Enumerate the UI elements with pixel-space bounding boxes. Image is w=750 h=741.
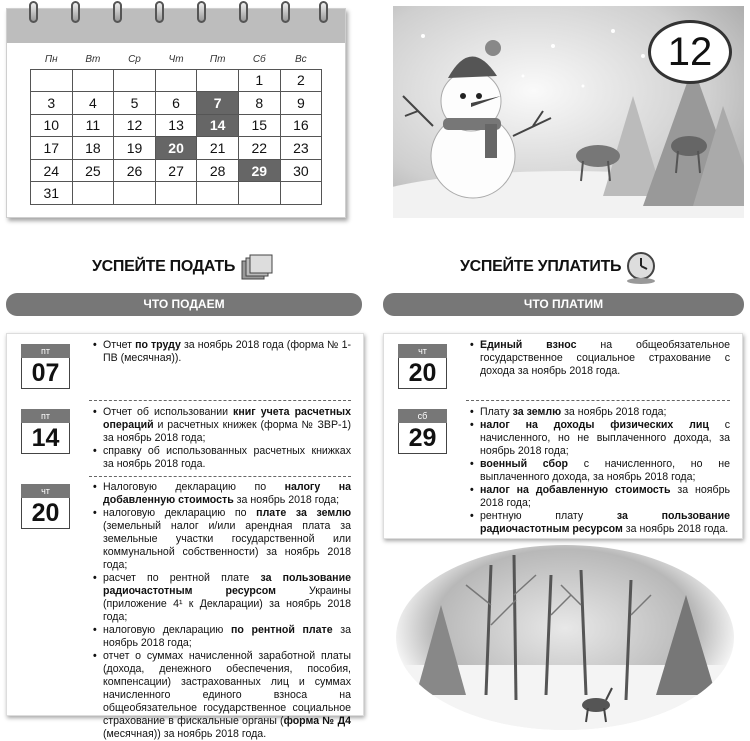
calendar-day: 3 [31, 92, 73, 115]
bullet-item: • Единый взнос на общеобязательное государственное социальное страхование с дохода за ноябрь 2018 года. [466, 339, 730, 378]
pay-panel [383, 333, 743, 539]
weekday-header: Чт [168, 54, 184, 66]
calendar-day: 21 [197, 137, 239, 160]
winter-snowman-picture [393, 6, 744, 218]
calendar-day: 19 [114, 137, 156, 160]
day-number: 14 [21, 423, 70, 454]
date-badge [398, 344, 447, 389]
bullet-item: • справку об использованных расчетных книжках за ноябрь 2018 года. [89, 445, 351, 471]
calendar-grid [30, 51, 322, 205]
calendar-day: 20 [155, 137, 197, 160]
bullet-item: • Отчет по труду за ноябрь 2018 года (форма № 1-ПВ (месячная)). [89, 339, 351, 365]
calendar-week [31, 69, 322, 92]
calendar-empty-cell [238, 182, 280, 205]
calendar-day: 13 [155, 114, 197, 137]
calendar-day: 10 [31, 114, 73, 137]
ring-icon [71, 1, 80, 23]
bullet-item: • отчет о суммах начисленной заработной платы (дохода, денежного обеспечения, пособия, компенсации) застрахованных лиц и суммах начисленного единого взноса на общеобязательное государственное социальное страхование в фискальные органы (форма № Д4 (месячная)) за ноябрь 2018 года. [89, 650, 351, 741]
calendar-week [31, 159, 322, 182]
date-badge [21, 344, 70, 389]
bullet-item: • налоговую декларацию по плате за землю (земельный налог и/или арендная плата за земельные участки государственной или коммунальной собственности) за ноябрь 2018 года; [89, 507, 351, 572]
calendar-empty-cell [155, 69, 197, 92]
ring-icon [155, 1, 164, 23]
ring-icon [197, 1, 206, 23]
day-number: 07 [21, 358, 70, 389]
calendar-day: 18 [72, 137, 114, 160]
forest-illustration [396, 545, 734, 730]
entry-text [466, 339, 730, 378]
weekday: сб [398, 409, 447, 423]
calendar-binding [7, 9, 345, 43]
bullet-item: • рентную плату за пользование радиочастотным ресурсом за ноябрь 2018 года. [466, 510, 730, 536]
calendar-day: 7 [197, 92, 239, 115]
date-badge [21, 484, 70, 529]
submit-panel [6, 333, 364, 740]
calendar-empty-cell [197, 182, 239, 205]
calendar-week [31, 182, 322, 205]
pay-bar: ЧТО ПЛАТИМ [383, 293, 744, 316]
calendar-week [31, 92, 322, 115]
folders-icon [240, 253, 274, 281]
ring-icon [281, 1, 290, 23]
calendar-day: 27 [155, 159, 197, 182]
weekday: чт [21, 484, 70, 498]
weekday-header: Пн [44, 54, 58, 66]
calendar-day: 1 [238, 69, 280, 92]
weekday: чт [398, 344, 447, 358]
ring-icon [29, 1, 38, 23]
calendar-empty-cell [72, 69, 114, 92]
bullet-item: • налог на доходы физических лиц с начисленного, но не выплаченного дохода, за ноябрь 2018 года; [466, 419, 730, 458]
bullet-item: • Плату за землю за ноябрь 2018 года; [466, 406, 730, 419]
pay-title-text: УСПЕЙТЕ УПЛАТИТЬ [460, 258, 622, 275]
calendar-day: 14 [197, 114, 239, 137]
calendar-day: 28 [197, 159, 239, 182]
calendar-empty-cell [31, 69, 73, 92]
calendar-day: 22 [238, 137, 280, 160]
submit-section-title [92, 258, 235, 276]
weekday-header: Пт [209, 54, 226, 66]
calendar [6, 8, 346, 218]
calendar-day: 30 [280, 159, 322, 182]
calendar-day: 5 [114, 92, 156, 115]
clock-icon [623, 250, 659, 284]
calendar-empty-cell [114, 182, 156, 205]
weekday: пт [21, 344, 70, 358]
bullet-item: • Отчет об использовании книг учета расчетных операций и расчетных книжек (форма № ЗВР-1) за ноябрь 2018 года; [89, 406, 351, 445]
winter-forest-picture [396, 545, 734, 730]
calendar-empty-cell [155, 182, 197, 205]
calendar-empty-cell [280, 182, 322, 205]
calendar-day: 25 [72, 159, 114, 182]
calendar-empty-cell [72, 182, 114, 205]
entry-text [89, 406, 351, 471]
day-number: 29 [398, 423, 447, 454]
calendar-day: 9 [280, 92, 322, 115]
month-number-badge: 12 [648, 20, 732, 84]
submit-title-text: УСПЕЙТЕ ПОДАТЬ [92, 258, 236, 275]
calendar-empty-cell [197, 69, 239, 92]
bullet-item: • Налоговую декларацию по налогу на добавленную стоимость за ноябрь 2018 года; [89, 481, 351, 507]
calendar-day: 4 [72, 92, 114, 115]
calendar-day: 11 [72, 114, 114, 137]
date-badge [21, 409, 70, 454]
date-badge [398, 409, 447, 454]
calendar-week [31, 137, 322, 160]
submit-bar: ЧТО ПОДАЕМ [6, 293, 362, 316]
weekday-header: Вт [85, 54, 101, 66]
bullet-item: • военный сбор с начисленного, но не выплаченного дохода, за ноябрь 2018 года; [466, 458, 730, 484]
entry-text [466, 406, 730, 536]
ring-icon [319, 1, 328, 23]
entry-text [89, 339, 351, 365]
weekday-header: Ср [128, 54, 141, 66]
weekday-header: Вс [295, 54, 307, 66]
bullet-item: • налог на добавленную стоимость за ноябрь 2018 года; [466, 484, 730, 510]
bullet-item: • расчет по рентной плате за пользование радиочастотным ресурсом Украины (приложение 4¹ к Декларации) за ноябрь 2018 года; [89, 572, 351, 624]
calendar-day: 15 [238, 114, 280, 137]
entry-text [89, 481, 351, 741]
calendar-day: 24 [31, 159, 73, 182]
day-number: 20 [21, 498, 70, 529]
weekday: пт [21, 409, 70, 423]
ring-icon [113, 1, 122, 23]
calendar-day: 29 [238, 159, 280, 182]
calendar-week [31, 114, 322, 137]
calendar-empty-cell [114, 69, 156, 92]
calendar-day: 31 [31, 182, 73, 205]
calendar-day: 16 [280, 114, 322, 137]
calendar-day: 23 [280, 137, 322, 160]
calendar-day: 2 [280, 69, 322, 92]
calendar-day: 17 [31, 137, 73, 160]
bullet-item: • налоговую декларацию по рентной плате за ноябрь 2018 года; [89, 624, 351, 650]
weekday-header: Сб [252, 54, 266, 66]
calendar-day: 6 [155, 92, 197, 115]
pay-section-title [460, 258, 621, 276]
calendar-day: 12 [114, 114, 156, 137]
day-number: 20 [398, 358, 447, 389]
ring-icon [239, 1, 248, 23]
calendar-day: 8 [238, 92, 280, 115]
calendar-day: 26 [114, 159, 156, 182]
